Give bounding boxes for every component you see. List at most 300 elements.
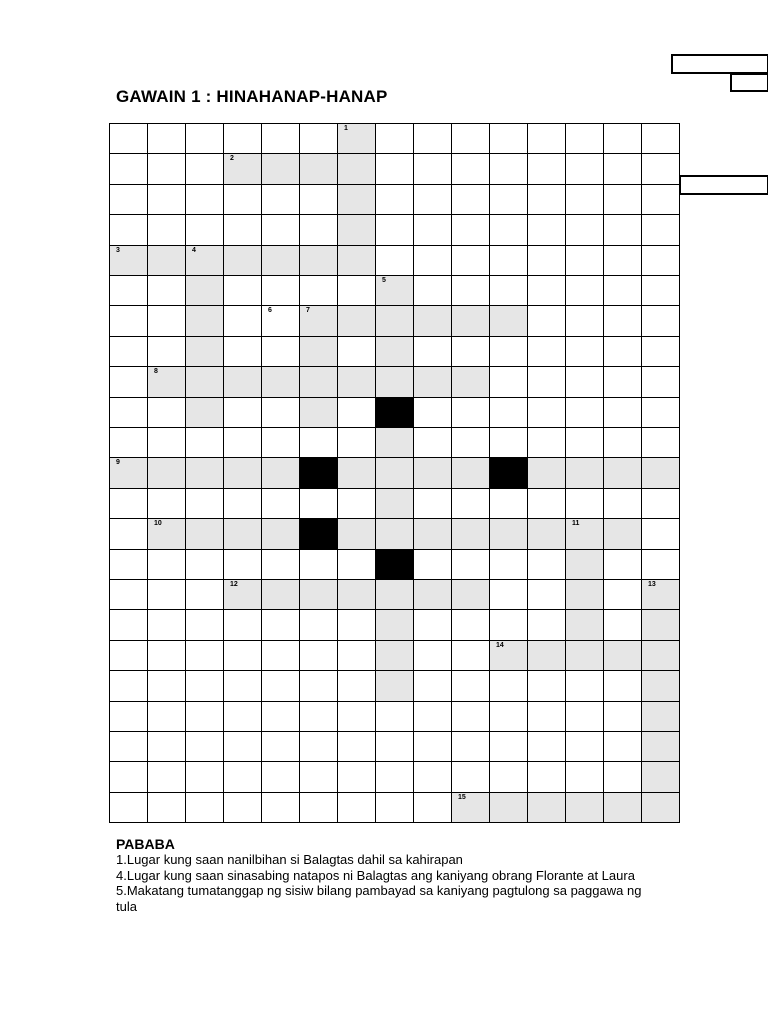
grid-cell[interactable] — [337, 549, 376, 580]
grid-cell[interactable] — [603, 153, 642, 184]
grid-cell[interactable] — [109, 488, 148, 519]
grid-cell[interactable] — [337, 579, 376, 610]
grid-cell[interactable] — [413, 579, 452, 610]
grid-cell[interactable] — [261, 427, 300, 458]
grid-cell[interactable] — [603, 579, 642, 610]
grid-cell[interactable] — [375, 184, 414, 215]
grid-cell[interactable] — [337, 427, 376, 458]
grid-cell[interactable] — [337, 609, 376, 640]
grid-cell[interactable] — [489, 427, 528, 458]
grid-cell[interactable] — [261, 397, 300, 428]
grid-cell[interactable] — [641, 488, 680, 519]
grid-cell[interactable] — [109, 397, 148, 428]
grid-cell[interactable] — [109, 153, 148, 184]
grid-cell[interactable] — [185, 549, 224, 580]
grid-cell[interactable] — [527, 305, 566, 336]
grid-cell[interactable] — [489, 701, 528, 732]
grid-cell[interactable] — [147, 336, 186, 367]
grid-cell[interactable] — [375, 153, 414, 184]
grid-cell[interactable] — [527, 457, 566, 488]
grid-cell[interactable] — [223, 123, 262, 154]
grid-cell[interactable] — [451, 153, 490, 184]
grid-cell[interactable] — [185, 275, 224, 306]
grid-cell[interactable] — [413, 123, 452, 154]
grid-cell[interactable] — [185, 336, 224, 367]
grid-cell[interactable] — [375, 792, 414, 823]
grid-cell[interactable] — [413, 488, 452, 519]
grid-cell[interactable] — [299, 670, 338, 701]
grid-cell[interactable] — [641, 305, 680, 336]
grid-cell[interactable] — [261, 761, 300, 792]
grid-cell[interactable] — [413, 397, 452, 428]
grid-cell[interactable] — [641, 609, 680, 640]
grid-cell[interactable] — [603, 427, 642, 458]
grid-cell[interactable] — [261, 214, 300, 245]
answer-box-middle[interactable] — [679, 175, 768, 195]
grid-cell[interactable] — [489, 184, 528, 215]
grid-cell[interactable] — [641, 366, 680, 397]
grid-cell[interactable] — [603, 214, 642, 245]
grid-cell[interactable] — [299, 336, 338, 367]
grid-cell[interactable] — [565, 518, 604, 549]
grid-cell[interactable] — [641, 427, 680, 458]
grid-cell[interactable] — [641, 214, 680, 245]
grid-cell[interactable] — [337, 275, 376, 306]
grid-cell[interactable] — [261, 366, 300, 397]
grid-cell[interactable] — [223, 731, 262, 762]
grid-cell[interactable] — [299, 640, 338, 671]
grid-cell[interactable] — [489, 275, 528, 306]
grid-cell[interactable] — [489, 670, 528, 701]
grid-cell[interactable] — [565, 457, 604, 488]
grid-cell[interactable] — [375, 305, 414, 336]
grid-cell[interactable] — [147, 670, 186, 701]
grid-cell[interactable] — [109, 609, 148, 640]
grid-cell[interactable] — [451, 761, 490, 792]
grid-cell[interactable] — [489, 123, 528, 154]
grid-cell[interactable] — [603, 549, 642, 580]
grid-cell[interactable] — [641, 549, 680, 580]
grid-cell[interactable] — [299, 397, 338, 428]
grid-cell[interactable] — [641, 184, 680, 215]
grid-cell[interactable] — [375, 670, 414, 701]
grid-cell[interactable] — [451, 488, 490, 519]
grid-cell[interactable] — [565, 792, 604, 823]
grid-cell[interactable] — [109, 305, 148, 336]
grid-cell[interactable] — [527, 153, 566, 184]
grid-cell[interactable] — [299, 761, 338, 792]
grid-cell[interactable] — [185, 184, 224, 215]
grid-cell[interactable] — [147, 153, 186, 184]
grid-cell[interactable] — [641, 518, 680, 549]
grid-cell[interactable] — [603, 305, 642, 336]
grid-cell[interactable] — [451, 609, 490, 640]
grid-cell[interactable] — [451, 579, 490, 610]
grid-cell[interactable] — [489, 518, 528, 549]
grid-cell[interactable] — [565, 275, 604, 306]
grid-cell[interactable] — [185, 609, 224, 640]
grid-cell[interactable] — [109, 336, 148, 367]
grid-cell[interactable] — [147, 549, 186, 580]
grid-cell[interactable] — [527, 701, 566, 732]
grid-cell[interactable] — [337, 305, 376, 336]
grid-cell[interactable] — [337, 123, 376, 154]
grid-cell[interactable] — [413, 549, 452, 580]
grid-cell[interactable] — [451, 123, 490, 154]
grid-cell[interactable] — [641, 761, 680, 792]
grid-cell[interactable] — [185, 579, 224, 610]
grid-cell[interactable] — [603, 366, 642, 397]
grid-cell[interactable] — [603, 761, 642, 792]
grid-cell[interactable] — [147, 305, 186, 336]
grid-cell[interactable] — [109, 184, 148, 215]
grid-cell[interactable] — [261, 488, 300, 519]
grid-cell[interactable] — [603, 731, 642, 762]
grid-cell[interactable] — [565, 184, 604, 215]
grid-cell[interactable] — [413, 761, 452, 792]
grid-cell[interactable] — [413, 427, 452, 458]
grid-cell[interactable] — [565, 701, 604, 732]
grid-cell[interactable] — [185, 397, 224, 428]
grid-cell[interactable] — [109, 670, 148, 701]
grid-cell[interactable] — [603, 640, 642, 671]
grid-cell[interactable] — [223, 184, 262, 215]
grid-cell[interactable] — [527, 123, 566, 154]
grid-cell[interactable] — [147, 457, 186, 488]
grid-cell[interactable] — [185, 153, 224, 184]
grid-cell[interactable] — [641, 670, 680, 701]
grid-cell[interactable] — [565, 397, 604, 428]
grid-cell[interactable] — [337, 397, 376, 428]
grid-cell[interactable] — [299, 214, 338, 245]
grid-cell[interactable] — [527, 761, 566, 792]
grid-cell[interactable] — [489, 488, 528, 519]
grid-cell[interactable] — [147, 488, 186, 519]
grid-cell[interactable] — [603, 275, 642, 306]
grid-cell[interactable] — [185, 427, 224, 458]
grid-cell[interactable] — [223, 761, 262, 792]
grid-cell[interactable] — [527, 275, 566, 306]
grid-cell[interactable] — [451, 701, 490, 732]
grid-cell[interactable] — [185, 670, 224, 701]
grid-cell[interactable] — [603, 518, 642, 549]
grid-cell[interactable] — [223, 457, 262, 488]
grid-cell[interactable] — [641, 123, 680, 154]
grid-cell[interactable] — [451, 366, 490, 397]
grid-cell[interactable] — [413, 731, 452, 762]
grid-cell[interactable] — [375, 123, 414, 154]
grid-cell[interactable] — [109, 518, 148, 549]
grid-cell[interactable] — [641, 457, 680, 488]
grid-cell[interactable] — [489, 153, 528, 184]
grid-cell[interactable] — [641, 792, 680, 823]
grid-cell[interactable] — [185, 488, 224, 519]
grid-cell[interactable] — [489, 579, 528, 610]
grid-cell[interactable] — [641, 245, 680, 276]
grid-cell[interactable] — [109, 427, 148, 458]
grid-cell[interactable] — [527, 579, 566, 610]
grid-cell[interactable] — [565, 488, 604, 519]
grid-cell[interactable] — [185, 518, 224, 549]
grid-cell[interactable] — [223, 427, 262, 458]
grid-cell[interactable] — [451, 275, 490, 306]
grid-cell[interactable] — [413, 336, 452, 367]
grid-cell[interactable] — [527, 397, 566, 428]
grid-cell[interactable] — [527, 184, 566, 215]
grid-cell[interactable] — [641, 275, 680, 306]
grid-cell[interactable] — [185, 214, 224, 245]
grid-cell[interactable] — [565, 123, 604, 154]
grid-cell[interactable] — [223, 701, 262, 732]
grid-cell[interactable] — [375, 731, 414, 762]
grid-cell[interactable] — [413, 609, 452, 640]
grid-cell[interactable] — [527, 670, 566, 701]
grid-cell[interactable] — [109, 245, 148, 276]
grid-cell[interactable] — [223, 549, 262, 580]
grid-cell[interactable] — [603, 792, 642, 823]
grid-cell[interactable] — [375, 518, 414, 549]
grid-cell[interactable] — [261, 123, 300, 154]
grid-cell[interactable] — [185, 245, 224, 276]
grid-cell[interactable] — [603, 184, 642, 215]
grid-cell[interactable] — [603, 336, 642, 367]
grid-cell[interactable] — [337, 731, 376, 762]
grid-cell[interactable] — [223, 518, 262, 549]
grid-cell[interactable] — [413, 153, 452, 184]
grid-cell[interactable] — [375, 336, 414, 367]
grid-cell[interactable] — [527, 609, 566, 640]
grid-cell[interactable] — [451, 214, 490, 245]
grid-cell[interactable] — [641, 579, 680, 610]
grid-cell[interactable] — [147, 761, 186, 792]
grid-cell[interactable] — [109, 640, 148, 671]
grid-cell[interactable] — [147, 184, 186, 215]
grid-cell[interactable] — [413, 305, 452, 336]
grid-cell[interactable] — [489, 731, 528, 762]
grid-cell[interactable] — [261, 670, 300, 701]
grid-cell[interactable] — [299, 427, 338, 458]
grid-cell[interactable] — [185, 731, 224, 762]
grid-cell[interactable] — [147, 275, 186, 306]
grid-cell[interactable] — [147, 366, 186, 397]
grid-cell[interactable] — [223, 214, 262, 245]
grid-cell[interactable] — [299, 701, 338, 732]
grid-cell[interactable] — [375, 366, 414, 397]
grid-cell[interactable] — [223, 488, 262, 519]
grid-cell[interactable] — [603, 609, 642, 640]
grid-cell[interactable] — [337, 336, 376, 367]
grid-cell[interactable] — [223, 397, 262, 428]
grid-cell[interactable] — [299, 792, 338, 823]
grid-cell[interactable] — [375, 214, 414, 245]
grid-cell[interactable] — [147, 640, 186, 671]
grid-cell[interactable] — [261, 549, 300, 580]
grid-cell[interactable] — [489, 549, 528, 580]
grid-cell[interactable] — [337, 518, 376, 549]
grid-cell[interactable] — [261, 275, 300, 306]
grid-cell[interactable] — [413, 640, 452, 671]
grid-cell[interactable] — [109, 457, 148, 488]
grid-cell[interactable] — [223, 305, 262, 336]
grid-cell[interactable] — [299, 488, 338, 519]
grid-cell[interactable] — [489, 366, 528, 397]
grid-cell[interactable] — [109, 275, 148, 306]
grid-cell[interactable] — [413, 792, 452, 823]
grid-cell[interactable] — [375, 640, 414, 671]
grid-cell[interactable] — [527, 518, 566, 549]
grid-cell[interactable] — [565, 305, 604, 336]
grid-cell[interactable] — [565, 549, 604, 580]
grid-cell[interactable] — [109, 366, 148, 397]
answer-box-top[interactable] — [671, 54, 768, 74]
grid-cell[interactable] — [223, 792, 262, 823]
grid-cell[interactable] — [527, 245, 566, 276]
grid-cell[interactable] — [451, 397, 490, 428]
grid-cell[interactable] — [109, 701, 148, 732]
grid-cell[interactable] — [337, 214, 376, 245]
grid-cell[interactable] — [261, 579, 300, 610]
grid-cell[interactable] — [261, 518, 300, 549]
grid-cell[interactable] — [261, 731, 300, 762]
grid-cell[interactable] — [489, 214, 528, 245]
grid-cell[interactable] — [641, 153, 680, 184]
grid-cell[interactable] — [337, 701, 376, 732]
grid-cell[interactable] — [185, 457, 224, 488]
grid-cell[interactable] — [451, 731, 490, 762]
grid-cell[interactable] — [375, 245, 414, 276]
grid-cell[interactable] — [261, 609, 300, 640]
grid-cell[interactable] — [413, 184, 452, 215]
grid-cell[interactable] — [565, 731, 604, 762]
grid-cell[interactable] — [565, 427, 604, 458]
grid-cell[interactable] — [223, 640, 262, 671]
grid-cell[interactable] — [299, 731, 338, 762]
grid-cell[interactable] — [337, 366, 376, 397]
grid-cell[interactable] — [299, 184, 338, 215]
grid-cell[interactable] — [185, 792, 224, 823]
grid-cell[interactable] — [109, 123, 148, 154]
grid-cell[interactable] — [641, 640, 680, 671]
grid-cell[interactable] — [261, 305, 300, 336]
grid-cell[interactable] — [489, 609, 528, 640]
grid-cell[interactable] — [603, 670, 642, 701]
grid-cell[interactable] — [337, 245, 376, 276]
grid-cell[interactable] — [451, 518, 490, 549]
grid-cell[interactable] — [261, 245, 300, 276]
grid-cell[interactable] — [375, 609, 414, 640]
grid-cell[interactable] — [451, 549, 490, 580]
grid-cell[interactable] — [261, 153, 300, 184]
grid-cell[interactable] — [185, 123, 224, 154]
grid-cell[interactable] — [147, 397, 186, 428]
grid-cell[interactable] — [527, 488, 566, 519]
grid-cell[interactable] — [565, 245, 604, 276]
grid-cell[interactable] — [489, 640, 528, 671]
grid-cell[interactable] — [603, 245, 642, 276]
grid-cell[interactable] — [147, 609, 186, 640]
grid-cell[interactable] — [375, 457, 414, 488]
grid-cell[interactable] — [299, 123, 338, 154]
grid-cell[interactable] — [451, 184, 490, 215]
grid-cell[interactable] — [451, 427, 490, 458]
grid-cell[interactable] — [451, 457, 490, 488]
grid-cell[interactable] — [109, 761, 148, 792]
grid-cell[interactable] — [489, 397, 528, 428]
grid-cell[interactable] — [565, 336, 604, 367]
grid-cell[interactable] — [299, 275, 338, 306]
grid-cell[interactable] — [565, 670, 604, 701]
grid-cell[interactable] — [223, 245, 262, 276]
grid-cell[interactable] — [489, 245, 528, 276]
grid-cell[interactable] — [261, 457, 300, 488]
grid-cell[interactable] — [299, 609, 338, 640]
grid-cell[interactable] — [527, 427, 566, 458]
grid-cell[interactable] — [565, 761, 604, 792]
grid-cell[interactable] — [299, 579, 338, 610]
grid-cell[interactable] — [109, 792, 148, 823]
grid-cell[interactable] — [261, 792, 300, 823]
answer-box-small[interactable] — [730, 73, 768, 92]
grid-cell[interactable] — [451, 336, 490, 367]
grid-cell[interactable] — [261, 640, 300, 671]
grid-cell[interactable] — [109, 731, 148, 762]
grid-cell[interactable] — [261, 184, 300, 215]
grid-cell[interactable] — [299, 153, 338, 184]
grid-cell[interactable] — [413, 275, 452, 306]
grid-cell[interactable] — [147, 123, 186, 154]
grid-cell[interactable] — [147, 518, 186, 549]
grid-cell[interactable] — [109, 579, 148, 610]
grid-cell[interactable] — [413, 701, 452, 732]
grid-cell[interactable] — [337, 184, 376, 215]
grid-cell[interactable] — [375, 579, 414, 610]
grid-cell[interactable] — [603, 701, 642, 732]
grid-cell[interactable] — [565, 153, 604, 184]
grid-cell[interactable] — [223, 336, 262, 367]
grid-cell[interactable] — [337, 792, 376, 823]
grid-cell[interactable] — [641, 336, 680, 367]
grid-cell[interactable] — [109, 549, 148, 580]
grid-cell[interactable] — [337, 153, 376, 184]
grid-cell[interactable] — [147, 701, 186, 732]
grid-cell[interactable] — [147, 214, 186, 245]
grid-cell[interactable] — [337, 640, 376, 671]
grid-cell[interactable] — [147, 731, 186, 762]
grid-cell[interactable] — [603, 397, 642, 428]
grid-cell[interactable] — [413, 670, 452, 701]
grid-cell[interactable] — [185, 366, 224, 397]
grid-cell[interactable] — [451, 305, 490, 336]
grid-cell[interactable] — [375, 701, 414, 732]
grid-cell[interactable] — [489, 792, 528, 823]
grid-cell[interactable] — [185, 305, 224, 336]
grid-cell[interactable] — [337, 761, 376, 792]
grid-cell[interactable] — [261, 336, 300, 367]
grid-cell[interactable] — [147, 427, 186, 458]
grid-cell[interactable] — [527, 792, 566, 823]
grid-cell[interactable] — [299, 366, 338, 397]
grid-cell[interactable] — [565, 609, 604, 640]
grid-cell[interactable] — [223, 579, 262, 610]
grid-cell[interactable] — [527, 549, 566, 580]
grid-cell[interactable] — [223, 153, 262, 184]
grid-cell[interactable] — [603, 488, 642, 519]
grid-cell[interactable] — [261, 701, 300, 732]
grid-cell[interactable] — [299, 549, 338, 580]
grid-cell[interactable] — [147, 245, 186, 276]
grid-cell[interactable] — [337, 670, 376, 701]
grid-cell[interactable] — [603, 123, 642, 154]
